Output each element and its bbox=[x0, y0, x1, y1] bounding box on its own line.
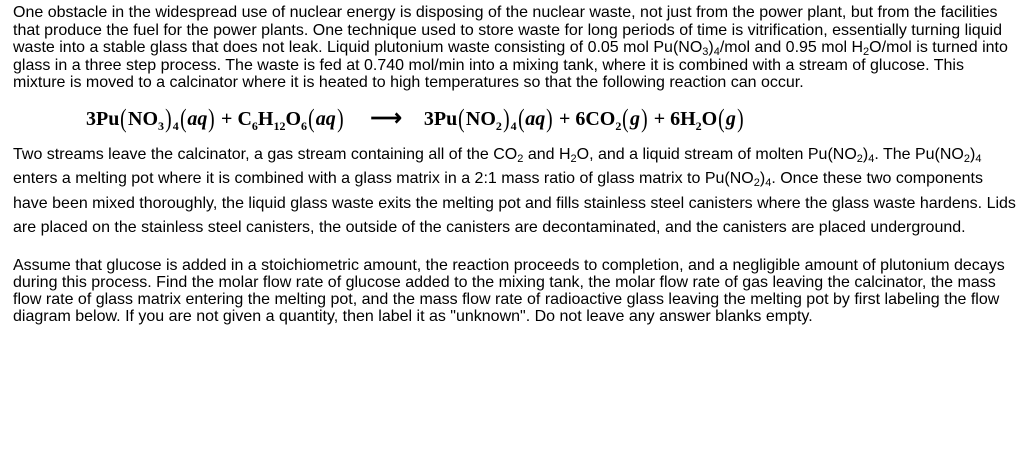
eq-subscript: 12 bbox=[273, 118, 286, 133]
eq-phase: aq bbox=[525, 107, 546, 130]
intro-text: O/mol is turned into glass in a three step process. The waste is fed at 0.740 mol/min into a mixing tank, where it is combined with a stream of glucose. This mixture is moved to a calcinator where it is heated to high temperatures so that the following reaction can occur. bbox=[13, 39, 1008, 92]
body-text: . The Pu(NO bbox=[874, 145, 964, 163]
eq-phase: g bbox=[630, 107, 641, 130]
eq-subscript: 6 bbox=[251, 118, 258, 133]
subscript: 2 bbox=[517, 152, 524, 165]
eq-plus: + bbox=[653, 107, 666, 130]
reaction-equation: $3Pu(NO_3)_4(aq) + C_6H_{12}O_6(aq)$ ⟶ $3Pu(NO_2)_4(aq) + 6CO_2(g) + 6H_2O(g)$ bbox=[86, 103, 744, 133]
body-text: and H bbox=[523, 145, 571, 163]
subscript: 2 bbox=[856, 152, 863, 165]
subscript: 2 bbox=[963, 152, 970, 165]
eq-subscript: 2 bbox=[495, 118, 502, 133]
eq-term: C bbox=[237, 107, 252, 130]
eq-term: NO bbox=[465, 107, 496, 130]
intro-text: /mol and 0.95 mol H bbox=[719, 39, 864, 57]
eq-term: H bbox=[257, 107, 274, 130]
intro-text: ) bbox=[708, 39, 714, 57]
body-text: ) bbox=[969, 145, 976, 163]
eq-subscript: 3 bbox=[158, 118, 165, 133]
instructions-paragraph: Assume that glucose is added in a stoichiometric amount, the reaction proceeds to completion, and a negligible amount of plutonium decays during this process. Find the molar flow rate of glucose added to the mixing tank, the molar flow rate of gas leaving the calcinator, the mass flow rate of glass matrix entering the melting pot, and the mass flow rate of radioactive glass leaving the melting pot by first labeling the flow diagram below. If you are not given a quantity, then label it as "unknown". Do not leave any answer blanks empty. bbox=[13, 256, 1005, 326]
subscript: 2 bbox=[570, 152, 577, 165]
subscript: 4 bbox=[975, 152, 982, 165]
eq-term: 3Pu bbox=[423, 107, 458, 130]
body-text: O, and a liquid stream of molten Pu(NO bbox=[576, 145, 857, 163]
body-text: ) bbox=[759, 170, 766, 188]
body-text: ) bbox=[862, 145, 869, 163]
eq-plus: + bbox=[221, 107, 233, 130]
calcinator-paragraph bbox=[13, 143, 1017, 241]
intro-paragraph bbox=[13, 4, 1017, 92]
eq-term: 6H bbox=[670, 107, 696, 130]
eq-subscript: 2 bbox=[615, 118, 622, 133]
eq-plus: + bbox=[558, 107, 571, 130]
body-text: . Once these two components have been mixed thoroughly, the liquid glass waste exits the melting pot and fills stainless steel canisters where the glass waste hardens. Lids are placed on the stainless steel canisters, the outside of the canisters are decontaminated, and the canisters are placed underground. bbox=[13, 170, 1016, 237]
eq-subscript: 4 bbox=[510, 118, 517, 133]
eq-phase: aq bbox=[187, 107, 208, 130]
eq-term: 6CO bbox=[575, 107, 616, 130]
eq-phase: aq bbox=[315, 107, 336, 130]
eq-term: O bbox=[701, 107, 718, 130]
eq-subscript: 2 bbox=[695, 118, 702, 133]
intro-text: One obstacle in the widespread use of nuclear energy is disposing of the nuclear waste, not just from the power plant, but from the facilities that produce the fuel for the power plants. One technique used to store waste for long periods of time is vitrification, essentially turning liquid waste into a stable glass that does not leak. Liquid plutonium waste consisting of 0.05 mol Pu(NO bbox=[13, 4, 1002, 57]
subscript: 2 bbox=[863, 46, 870, 59]
body-text: enters a melting pot where it is combined with a glass matrix in a 2:1 mass ratio of glass matrix to Pu(NO bbox=[13, 170, 754, 188]
subscript: 4 bbox=[765, 177, 772, 190]
subscript: 2 bbox=[753, 177, 760, 190]
subscript: 4 bbox=[713, 46, 720, 59]
body-text: Two streams leave the calcinator, a gas stream containing all of the CO bbox=[13, 145, 518, 163]
eq-phase: g bbox=[725, 107, 736, 130]
eq-term: NO bbox=[128, 107, 159, 130]
eq-subscript: 6 bbox=[301, 118, 308, 133]
eq-term: 3Pu bbox=[86, 107, 120, 130]
subscript: 4 bbox=[868, 152, 875, 165]
problem-text bbox=[13, 4, 1017, 325]
reaction-arrow-icon: ⟶ bbox=[370, 104, 402, 130]
eq-term: O bbox=[285, 107, 302, 130]
eq-subscript: 4 bbox=[172, 118, 179, 133]
subscript: 3 bbox=[702, 46, 709, 59]
